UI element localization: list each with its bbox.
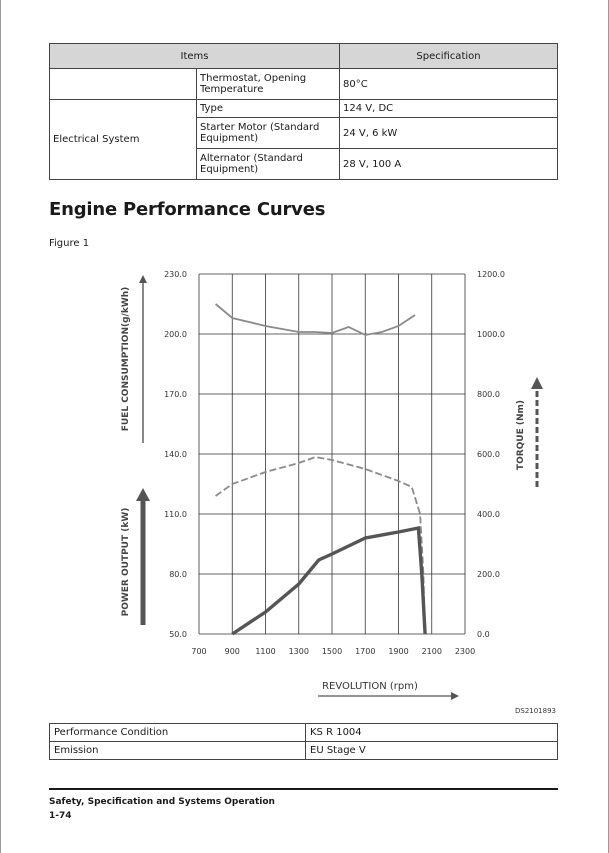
item-cell: Thermostat, Opening Temperature	[197, 69, 340, 100]
left-tick-label: 140.0	[164, 450, 187, 459]
left-tick-label: 170.0	[164, 390, 187, 399]
header-specification: Specification	[340, 44, 558, 69]
x-tick-label: 900	[224, 647, 240, 656]
left-tick-label: 200.0	[164, 330, 187, 339]
chart-grid	[199, 274, 465, 634]
item-cell: Type	[197, 100, 340, 118]
section-title: Engine Performance Curves	[49, 199, 326, 220]
x-tick-label: 1300	[288, 647, 309, 656]
x-axis-label: REVOLUTION (rpm)	[322, 681, 418, 692]
figure-label: Figure 1	[49, 238, 90, 249]
value-cell: 24 V, 6 kW	[340, 118, 558, 149]
torque-axis-arrow	[531, 377, 543, 487]
group-cell: Electrical System	[50, 100, 197, 180]
power-output-line	[232, 528, 425, 634]
perf-value: EU Stage V	[306, 742, 558, 760]
table-row	[50, 69, 558, 100]
right-tick-label: 400.0	[477, 510, 500, 519]
item-cell: Starter Motor (Standard Equipment)	[197, 118, 340, 149]
perf-key: Emission	[50, 742, 306, 760]
fuel-axis-arrow	[139, 275, 147, 443]
footer-title: Safety, Specification and Systems Operation	[49, 797, 275, 807]
torque-line	[216, 457, 426, 634]
right-tick-label: 0.0	[477, 630, 490, 639]
performance-table	[49, 723, 558, 760]
chart-series	[216, 304, 426, 634]
x-tick-label: 2300	[454, 647, 476, 656]
item-cell: Alternator (Standard Equipment)	[197, 149, 340, 180]
power-axis-label: POWER OUTPUT (kW)	[121, 507, 131, 617]
left-tick-label: 80.0	[169, 570, 187, 579]
performance-chart	[0, 255, 609, 720]
power-axis-arrow	[136, 488, 150, 625]
table-row	[50, 742, 558, 760]
table-row	[50, 100, 558, 118]
perf-value: KS R 1004	[306, 724, 558, 742]
page-number: 1-74	[49, 811, 72, 821]
x-tick-label: 1500	[321, 647, 343, 656]
figure-code: DS2101893	[514, 707, 556, 715]
table-row	[50, 724, 558, 742]
fuel-consumption-line	[216, 304, 416, 335]
right-tick-label: 600.0	[477, 450, 500, 459]
x-tick-label: 2100	[421, 647, 442, 656]
header-items: Items	[50, 44, 340, 69]
left-tick-label: 50.0	[169, 630, 187, 639]
group-cell	[50, 69, 197, 100]
x-tick-label: 700	[191, 647, 207, 656]
left-tick-label: 110.0	[164, 510, 187, 519]
x-tick-label: 1100	[255, 647, 276, 656]
footer-rule	[49, 788, 558, 790]
spec-table	[49, 43, 558, 180]
spec-table-header	[50, 44, 558, 69]
right-axis-ticks	[477, 270, 505, 639]
x-tick-label: 1700	[355, 647, 376, 656]
fuel-axis-label: FUEL CONSUMPTION(g/kWh)	[121, 286, 131, 432]
torque-axis-label: TORQUE (Nm)	[516, 399, 526, 471]
right-tick-label: 800.0	[477, 390, 500, 399]
value-cell: 28 V, 100 A	[340, 149, 558, 180]
left-tick-label: 230.0	[164, 270, 187, 279]
left-axis-ticks	[164, 270, 187, 639]
right-tick-label: 1200.0	[477, 270, 505, 279]
right-tick-label: 200.0	[477, 570, 500, 579]
value-cell: 80°C	[340, 69, 558, 100]
x-tick-label: 1900	[388, 647, 409, 656]
x-axis-ticks	[191, 647, 475, 656]
right-tick-label: 1000.0	[477, 330, 505, 339]
value-cell: 124 V, DC	[340, 100, 558, 118]
perf-key: Performance Condition	[50, 724, 306, 742]
revolution-axis-arrow	[318, 692, 459, 700]
